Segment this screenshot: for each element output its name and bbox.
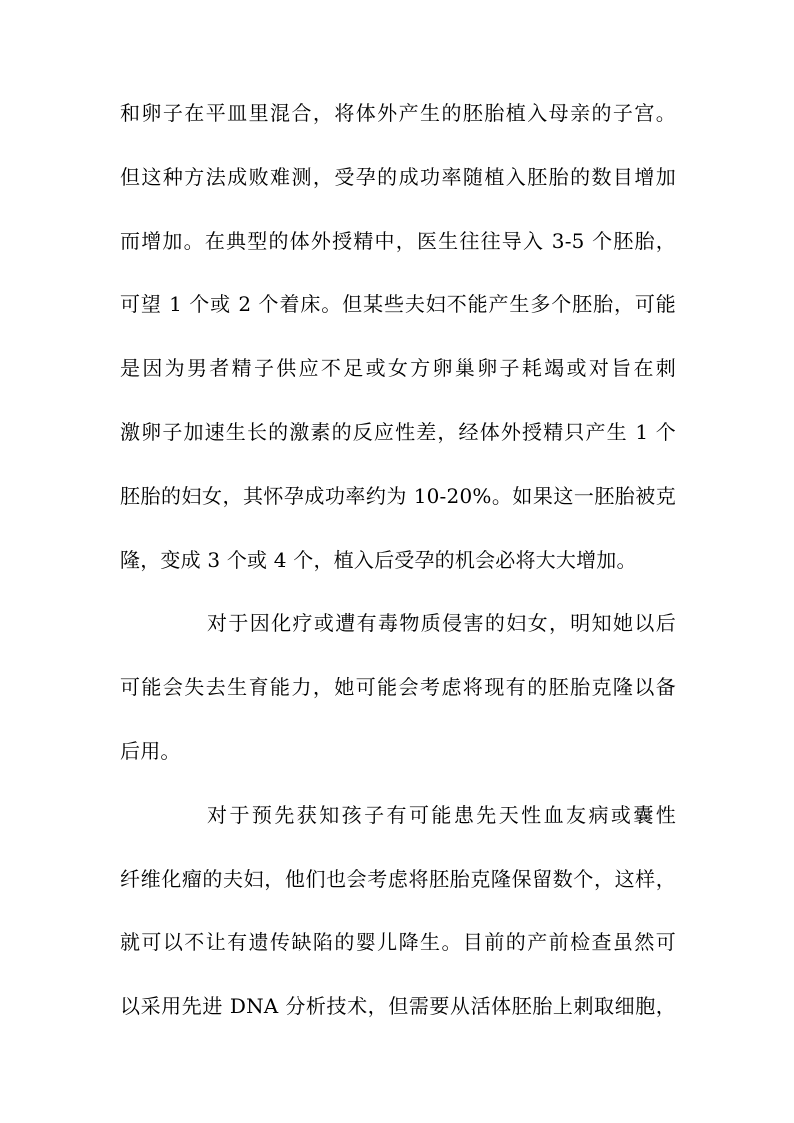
text-line: 隆，变成 3 个或 4 个，植入后受孕的机会必将大大增加。 [120, 547, 637, 572]
text-line: 可能会失去生育能力，她可能会考虑将现有的胚胎克隆以备 [120, 675, 676, 700]
text-line: 和卵子在平皿里混合，将体外产生的胚胎植入母亲的子宫。 [120, 101, 676, 125]
text-line: 后用。 [120, 738, 181, 763]
text-line: 激卵子加速生长的激素的反应性差，经体外授精只产生 1 个 [120, 419, 676, 444]
text-line: 以采用先进 DNA 分析技术，但需要从活体胚胎上刺取细胞， [120, 994, 676, 1019]
paragraph-first-line: 对于预先获知孩子有可能患先天性血友病或囊性 [207, 802, 676, 827]
text-line: 但这种方法成败难测，受孕的成功率随植入胚胎的数目增加 [120, 164, 676, 189]
text-line: 可望 1 个或 2 个着床。但某些夫妇不能产生多个胚胎，可能 [120, 292, 676, 317]
text-line: 就可以不让有遗传缺陷的婴儿降生。目前的产前检查虽然可 [120, 930, 676, 955]
text-line: 而增加。在典型的体外授精中，医生往往导入 3-5 个胚胎， [120, 228, 676, 253]
body-text [120, 103, 676, 1060]
paragraph-first-line: 对于因化疗或遭有毒物质侵害的妇女，明知她以后 [207, 611, 676, 636]
text-line: 胚胎的妇女，其怀孕成功率约为 10-20%。如果这一胚胎被克 [120, 483, 676, 508]
text-line: 是因为男者精子供应不足或女方卵巢卵子耗竭或对旨在刺 [120, 356, 676, 381]
text-line: 纤维化瘤的夫妇，他们也会考虑将胚胎克隆保留数个，这样， [120, 866, 676, 891]
